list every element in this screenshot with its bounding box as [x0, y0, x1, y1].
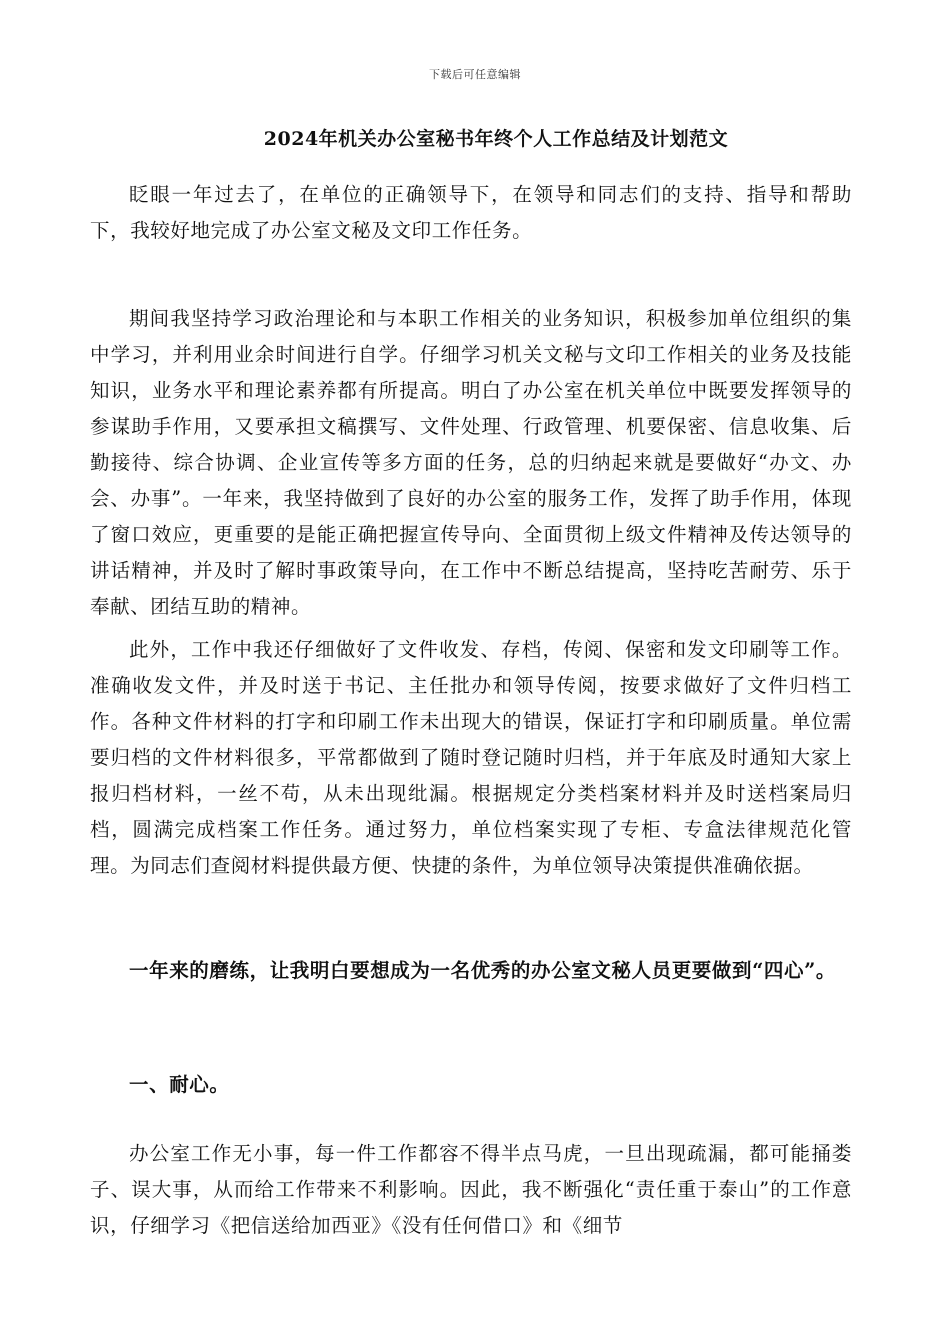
- header-note: 下载后可任意编辑: [429, 68, 521, 81]
- section-heading-four-hearts: 一年来的磨练，让我明白要想成为一名优秀的办公室文秘人员更要做到“四心”。: [129, 959, 837, 982]
- document-title: 2024年机关办公室秘书年终个人工作总结及计划范文: [263, 128, 729, 150]
- paragraph-filing: 此外，工作中我还仔细做好了文件收发、存档，传阅、保密和发文印刷等工作。准确收发文件，并及时送于书记、主任批办和领导传阅，按要求做好了文件归档工作。各种文件材料的打字和印刷工作未出现大的错误，保证打字和印刷质量。单位需要归档的文件材料很多，平常都做到了随时登记随时归档，并于年底及时通知大家上报归档材料，一丝不苟，从未出现纰漏。根据规定分类档案材料并及时送档案局归档，圆满完成档案工作任务。通过努力，单位档案实现了专柜、专盒法律规范化管理。为同志们查阅材料提供最方便、快捷的条件，为单位领导决策提供准确依据。: [90, 638, 852, 877]
- section-heading-patience: 一、耐心。: [129, 1073, 230, 1096]
- paragraph-patience: 办公室工作无小事，每一件工作都容不得半点马虎，一旦出现疏漏，都可能捅娄子、误大事，从而给工作带来不利影响。因此，我不断强化“责任重于泰山”的工作意识，仔细学习《把信送给加西亚》《没有任何借口》和《细节: [90, 1142, 852, 1237]
- paragraph-study: 期间我坚持学习政治理论和与本职工作相关的业务知识，积极参加单位组织的集中学习，并利用业余时间进行自学。仔细学习机关文秘与文印工作相关的业务及技能知识，业务水平和理论素养都有所提高。明白了办公室在机关单位中既要发挥领导的参谋助手作用，又要承担文稿撰写、文件处理、行政管理、机要保密、信息收集、后勤接待、综合协调、企业宣传等多方面的任务，总的归纳起来就是要做好“办文、办会、办事”。一年来，我坚持做到了良好的办公室的服务工作，发挥了助手作用，体现了窗口效应，更重要的是能正确把握宣传导向、全面贯彻上级文件精神及传达领导的讲话精神，并及时了解时事政策导向，在工作中不断总结提高，坚持吃苦耐劳、乐于奉献、团结互助的精神。: [90, 307, 852, 618]
- paragraph-intro: 眨眼一年过去了，在单位的正确领导下，在领导和同志们的支持、指导和帮助下，我较好地完成了办公室文秘及文印工作任务。: [90, 183, 852, 242]
